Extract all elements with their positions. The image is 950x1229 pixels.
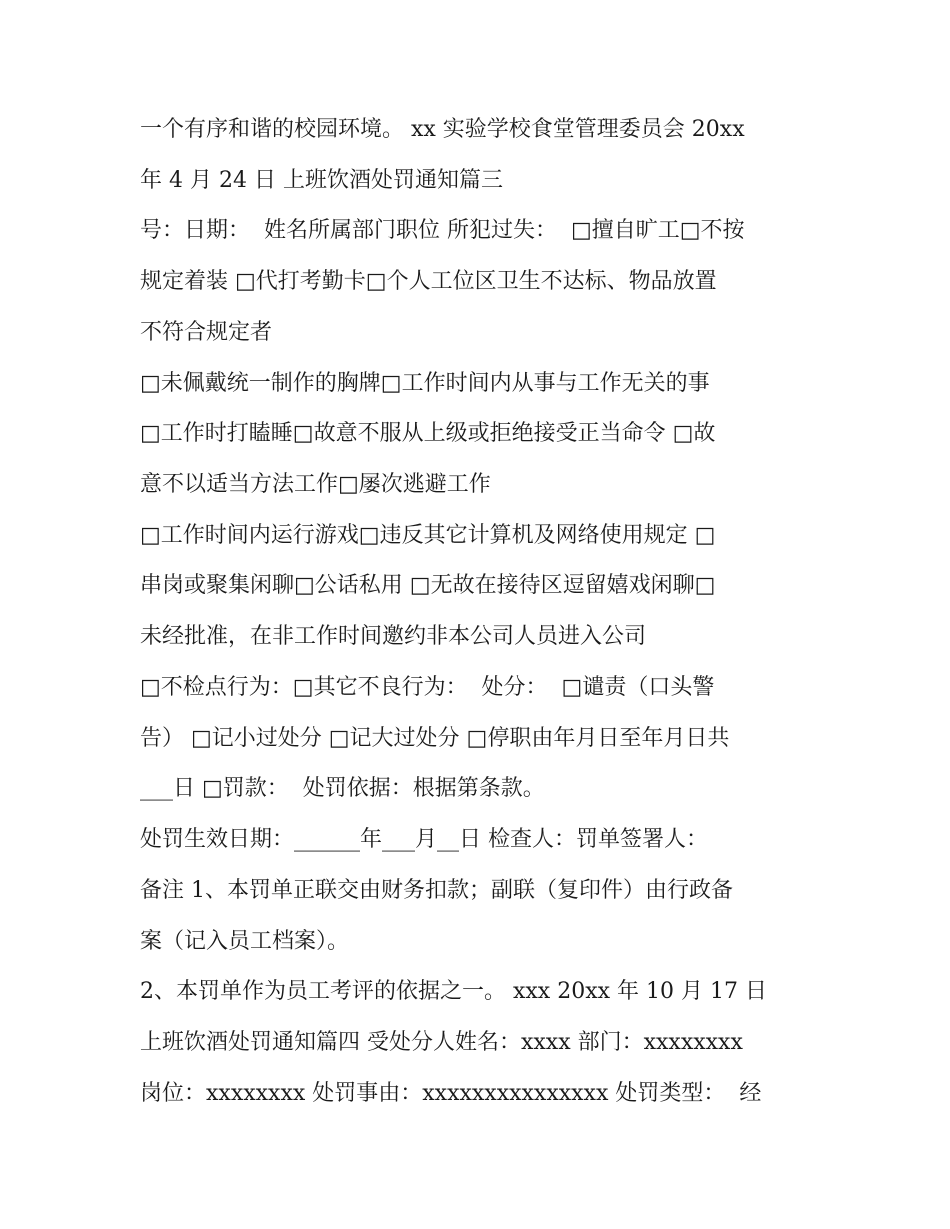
text-line: □未佩戴统一制作的胸牌□工作时间内从事与工作无关的事	[140, 371, 710, 396]
text-line: 未经批准，在非工作时间邀约非本公司人员进入公司	[140, 624, 647, 649]
text-line: 规定着装 □代打考勤卡□个人工位区卫生不达标、物品放置	[140, 269, 717, 294]
text-line: 串岗或聚集闲聊□公话私用 □无故在接待区逗留嬉戏闲聊□	[140, 573, 716, 598]
text-line: □工作时打瞌睡□故意不服从上级或拒绝接受正当命令 □故	[140, 421, 716, 446]
text-line: □工作时间内运行游戏□违反其它计算机及网络使用规定 □	[140, 523, 716, 548]
text-line: 告） □记小过处分 □记大过处分 □停职由年月日至年月日共	[140, 726, 730, 751]
text-line: 处罚生效日期：______年___月__日 检查人：罚单签署人：	[140, 827, 708, 852]
text-line: 上班饮酒处罚通知篇四 受处分人姓名：xxxx 部门：xxxxxxxx	[140, 1030, 743, 1055]
text-line: 一个有序和谐的校园环境。 xx 实验学校食堂管理委员会 20xx	[140, 117, 745, 142]
text-line: 备注 1、本罚单正联交由财务扣款；副联（复印件）由行政备	[140, 878, 733, 903]
text-line: 案（记入员工档案）。	[140, 929, 350, 954]
text-line: 岗位：xxxxxxxx 处罚事由：xxxxxxxxxxxxxxx 处罚类型： 经	[140, 1081, 762, 1106]
text-line: 号：日期： 姓名所属部门职位 所犯过失： □擅自旷工□不按	[140, 218, 745, 243]
text-line: 年 4 月 24 日 上班饮酒处罚通知篇三	[140, 168, 503, 193]
text-line: 意不以适当方法工作□屡次逃避工作	[140, 472, 491, 497]
text-line: ___日 □罚款： 处罚依据：根据第条款。	[140, 776, 545, 801]
text-line: 2、本罚单作为员工考评的依据之一。 xxx 20xx 年 10 月 17 日	[140, 979, 767, 1004]
text-line: 不符合规定者	[140, 320, 273, 345]
text-line: □不检点行为：□其它不良行为： 处分： □谴责（口头警	[140, 675, 715, 700]
